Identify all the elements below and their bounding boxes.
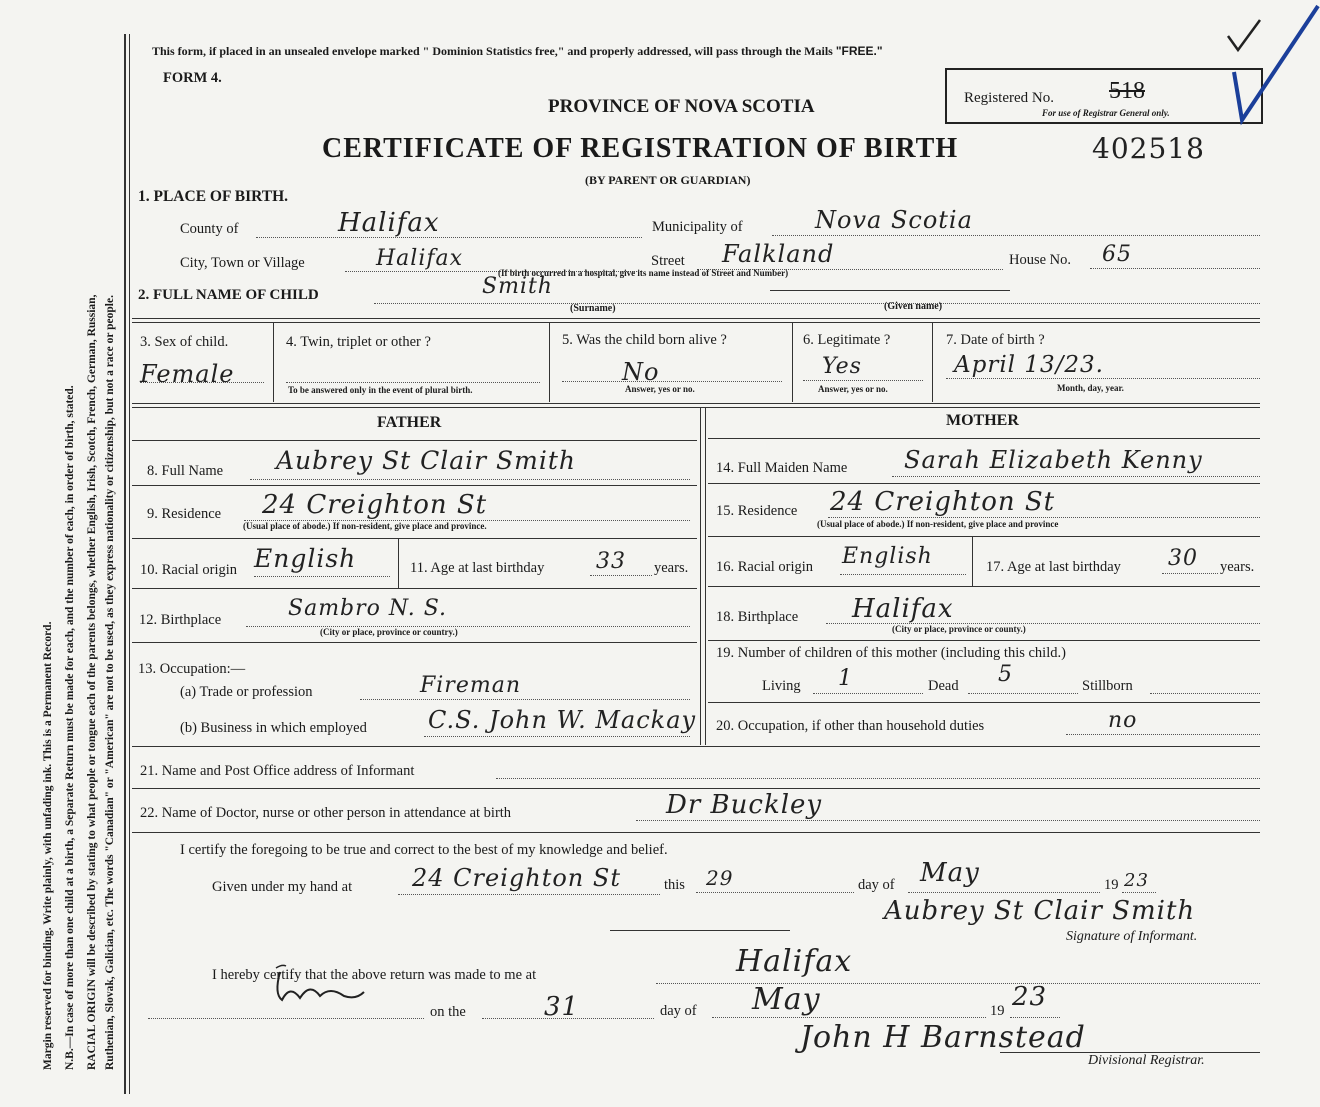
mother-name-value: Sarah Elizabeth Kenny <box>904 446 1203 474</box>
rule-8-right <box>708 702 1260 703</box>
city-label: City, Town or Village <box>180 255 305 271</box>
doctor-value: Dr Buckley <box>666 790 823 820</box>
reg-year-value: 23 <box>1012 982 1048 1012</box>
reg-month-value: May <box>752 982 821 1017</box>
father-heading: FATHER <box>377 414 442 431</box>
on-line-left <box>148 1018 424 1019</box>
mother-occ-value: no <box>1108 708 1138 733</box>
father-res-note: (Usual place of abode.) If non-resident, give place and province. <box>243 521 487 531</box>
mother-race-divider <box>972 536 973 586</box>
rule-5-left <box>132 538 697 539</box>
rule-1 <box>132 318 1260 319</box>
margin-rule <box>124 34 126 1094</box>
margin-binding-note: Margin reserved for binding. Write plainly, with unfading ink. This is a Permanent Record. <box>42 621 54 1070</box>
father-race-label: 10. Racial origin <box>140 562 238 578</box>
postal-notice-text: This form, if placed in an unsealed envelope marked " Dominion Statistics free," and properly addressed, will pass through the Mails <box>152 44 833 58</box>
house-line <box>1090 268 1260 269</box>
father-race-value: English <box>254 544 357 573</box>
street-value: Falkland <box>722 240 835 268</box>
father-biz-line <box>424 736 690 737</box>
rule-5-right <box>708 536 1260 537</box>
mother-bp-value: Halifax <box>852 594 954 624</box>
informant-label: 21. Name and Post Office address of Informant <box>140 763 415 779</box>
rule-7-left <box>132 642 697 643</box>
father-age-line <box>590 575 652 576</box>
on-the-label: on the <box>430 1004 466 1020</box>
father-name-line <box>250 479 690 480</box>
father-race-divider <box>398 538 399 588</box>
reg-month-line <box>712 1017 986 1018</box>
father-name-label: 8. Full Name <box>147 463 224 479</box>
legitimate-line <box>803 380 923 381</box>
twin-label: 4. Twin, triplet or other ? <box>286 334 431 350</box>
col-div-4 <box>932 322 933 402</box>
alive-value: No <box>622 358 660 386</box>
this-label: this <box>664 877 685 893</box>
sex-value: Female <box>140 360 235 388</box>
registrar-general-note: For use of Registrar General only. <box>1042 108 1170 118</box>
mother-name-label: 14. Full Maiden Name <box>716 460 848 476</box>
father-occ-label: 13. Occupation:— <box>138 661 246 677</box>
father-years-label: years. <box>654 560 689 576</box>
col-div-3 <box>792 322 793 402</box>
col-div-1 <box>273 322 274 402</box>
mother-res-label: 15. Residence <box>716 503 798 519</box>
parents-divider <box>700 407 701 745</box>
registrar-caption: Divisional Registrar. <box>1088 1053 1205 1068</box>
father-age-label: 11. Age at last birthday <box>410 560 545 576</box>
year-line <box>1122 892 1156 893</box>
mother-dead-line <box>968 693 1078 694</box>
mother-race-value: English <box>842 544 933 569</box>
initials-icon <box>260 964 380 1014</box>
mother-living-label: Living <box>762 678 801 694</box>
father-bp-line <box>246 626 690 627</box>
rule-6-right <box>708 586 1260 587</box>
rule-2b <box>132 407 1260 408</box>
house-label: House No. <box>1009 252 1072 268</box>
hospital-note: (If birth occurred in a hospital, give its name instead of Street and Number) <box>498 268 789 278</box>
form-number: FORM 4. <box>163 70 222 86</box>
child-surname-value: Smith <box>482 274 553 299</box>
mother-race-line <box>840 574 966 575</box>
reg-year-line <box>1010 1017 1060 1018</box>
rule-3-right <box>708 438 1260 439</box>
doctor-line <box>636 820 1260 821</box>
mother-res-value: 24 Creighton St <box>830 487 1056 517</box>
margin-nb-note: N.B.—In case of more than one child at a birth, a Separate Return must be made for each, and the number of each, in order of birth, stated. <box>64 385 76 1070</box>
street-label: Street <box>651 253 685 269</box>
informant-line <box>496 778 1260 779</box>
father-res-value: 24 Creighton St <box>262 490 488 520</box>
given-place-line <box>398 894 660 895</box>
province-heading: PROVINCE OF NOVA SCOTIA <box>548 96 815 117</box>
reg-day-of-label: day of <box>660 1003 697 1019</box>
father-age-value: 33 <box>596 549 626 574</box>
legitimate-value: Yes <box>822 354 862 379</box>
mother-children-label: 19. Number of children of this mother (including this child.) <box>716 645 1066 661</box>
sex-label: 3. Sex of child. <box>140 334 229 350</box>
rule-9 <box>132 746 1260 747</box>
day-of-label: day of <box>858 877 895 893</box>
month-value: May <box>920 858 980 888</box>
child-name-label: 2. FULL NAME OF CHILD <box>138 287 319 303</box>
mother-occ-line <box>1066 734 1260 735</box>
day-line <box>696 892 854 893</box>
house-value: 65 <box>1102 242 1132 267</box>
hospital-underline <box>770 290 1010 291</box>
father-race-line <box>254 576 390 577</box>
rule-6-left <box>132 588 697 589</box>
postal-notice <box>152 44 883 59</box>
given-name-caption: (Given name) <box>884 301 943 312</box>
rule-3-left <box>132 440 697 441</box>
month-line <box>908 892 1100 893</box>
mother-heading: MOTHER <box>946 412 1019 429</box>
rule-2 <box>132 403 1260 404</box>
certificate-number: 402518 <box>1092 132 1205 165</box>
mother-age-line <box>1162 573 1218 574</box>
certify-statement: I certify the foregoing to be true and correct to the best of my knowledge and belief. <box>180 842 668 858</box>
twin-note: To be answered only in the event of plural birth. <box>288 385 473 395</box>
municipality-line <box>772 235 1260 236</box>
father-bp-label: 12. Birthplace <box>139 612 222 628</box>
registered-label: Registered No. <box>964 90 1054 106</box>
year-value: 23 <box>1124 870 1149 891</box>
mother-stillborn-line <box>1150 693 1260 694</box>
alive-label: 5. Was the child born alive ? <box>562 332 727 348</box>
alive-caption: Answer, yes or no. <box>625 384 695 394</box>
doctor-label: 22. Name of Doctor, nurse or other person in attendance at birth <box>140 805 512 821</box>
registrar-signature: John H Barnstead <box>800 1020 1086 1055</box>
mother-occ-label: 20. Occupation, if other than household duties <box>716 718 985 734</box>
postal-free-text: "FREE." <box>835 44 883 58</box>
registered-value: 518 <box>1109 78 1145 104</box>
checkmark-icon <box>1220 0 1320 130</box>
mother-dead-value: 5 <box>998 662 1013 687</box>
mother-bp-note: (City or place, province or county.) <box>892 624 1026 634</box>
father-name-value: Aubrey St Clair Smith <box>276 446 576 475</box>
father-trade-line <box>360 699 690 700</box>
col-div-2 <box>549 322 550 402</box>
mother-bp-label: 18. Birthplace <box>716 609 799 625</box>
dob-line <box>946 378 1260 379</box>
alive-line <box>562 381 782 382</box>
twin-line <box>286 382 540 383</box>
mother-name-line <box>892 476 1260 477</box>
municipality-label: Municipality of <box>652 219 743 235</box>
rule-1b <box>132 322 1260 323</box>
signature-caption: Signature of Informant. <box>1066 929 1198 944</box>
registered-box <box>945 68 1263 124</box>
mother-res-line <box>828 517 1260 518</box>
place-heading: 1. PLACE OF BIRTH. <box>138 188 289 205</box>
dob-caption: Month, day, year. <box>1057 383 1124 393</box>
mother-living-value: 1 <box>838 666 853 691</box>
mother-race-label: 16. Racial origin <box>716 559 814 575</box>
county-value: Halifax <box>338 208 440 238</box>
father-bp-value: Sambro N. S. <box>288 596 447 621</box>
hereby-place-value: Halifax <box>736 944 853 979</box>
margin-racial-note-1: RACIAL ORIGIN will be described by stating to what people or tongue each of the parents belongs, whether English, Irish, Scotch, French, German, Russian, <box>86 294 98 1070</box>
margin-racial-note-2: Ruthenian, Slovak, Galician, etc. The words "Canadian" or "American" are not to be used, as they express nationality or citizenship, but not a race or people. <box>104 295 116 1070</box>
given-under-label: Given under my hand at <box>212 879 353 895</box>
signature-line-left <box>610 930 790 931</box>
margin-rule-2 <box>129 34 130 1094</box>
child-name-line <box>374 303 1260 304</box>
father-trade-value: Fireman <box>420 673 521 698</box>
county-line <box>256 237 642 238</box>
rule-4-left <box>132 485 697 486</box>
municipality-value: Nova Scotia <box>815 206 973 234</box>
mother-res-note: (Usual place of abode.) If non-resident, give place and province <box>817 519 1059 529</box>
rule-4-right <box>708 483 1260 484</box>
father-bp-note: (City or place, province or country.) <box>320 627 458 637</box>
mother-dead-label: Dead <box>928 678 959 694</box>
reg-day-value: 31 <box>544 992 580 1022</box>
father-biz-value: C.S. John W. Mackay <box>428 706 697 734</box>
sex-line <box>140 382 264 383</box>
dob-label: 7. Date of birth ? <box>946 332 1045 348</box>
county-label: County of <box>180 221 239 237</box>
father-trade-label: (a) Trade or profession <box>180 684 313 700</box>
rule-11 <box>132 832 1260 833</box>
certificate-subtitle: (BY PARENT OR GUARDIAN) <box>585 173 751 187</box>
mother-living-line <box>813 693 923 694</box>
dob-value: April 13/23. <box>954 352 1104 378</box>
father-biz-label: (b) Business in which employed <box>180 720 367 736</box>
rule-7-right <box>708 640 1260 641</box>
legitimate-caption: Answer, yes or no. <box>818 384 888 394</box>
hereby-label: I hereby certify that the above return was made to me at <box>212 967 537 983</box>
surname-caption: (Surname) <box>570 303 616 314</box>
parents-divider-2 <box>705 407 706 745</box>
given-place-value: 24 Creighton St <box>412 864 621 892</box>
reg-year-prefix: 19 <box>990 1003 1005 1019</box>
certificate-title: CERTIFICATE OF REGISTRATION OF BIRTH <box>322 133 959 164</box>
mother-age-label: 17. Age at last birthday <box>986 559 1121 575</box>
mother-stillborn-label: Stillborn <box>1082 678 1133 694</box>
rule-10 <box>132 788 1260 789</box>
father-res-label: 9. Residence <box>147 506 222 522</box>
year-prefix: 19 <box>1104 877 1119 893</box>
city-value: Halifax <box>376 246 464 271</box>
mother-years-label: years. <box>1220 559 1255 575</box>
legitimate-label: 6. Legitimate ? <box>803 332 891 348</box>
day-value: 29 <box>706 866 734 890</box>
mother-age-value: 30 <box>1168 546 1198 571</box>
informant-signature: Aubrey St Clair Smith <box>884 896 1196 926</box>
hereby-place-line <box>656 983 1260 984</box>
